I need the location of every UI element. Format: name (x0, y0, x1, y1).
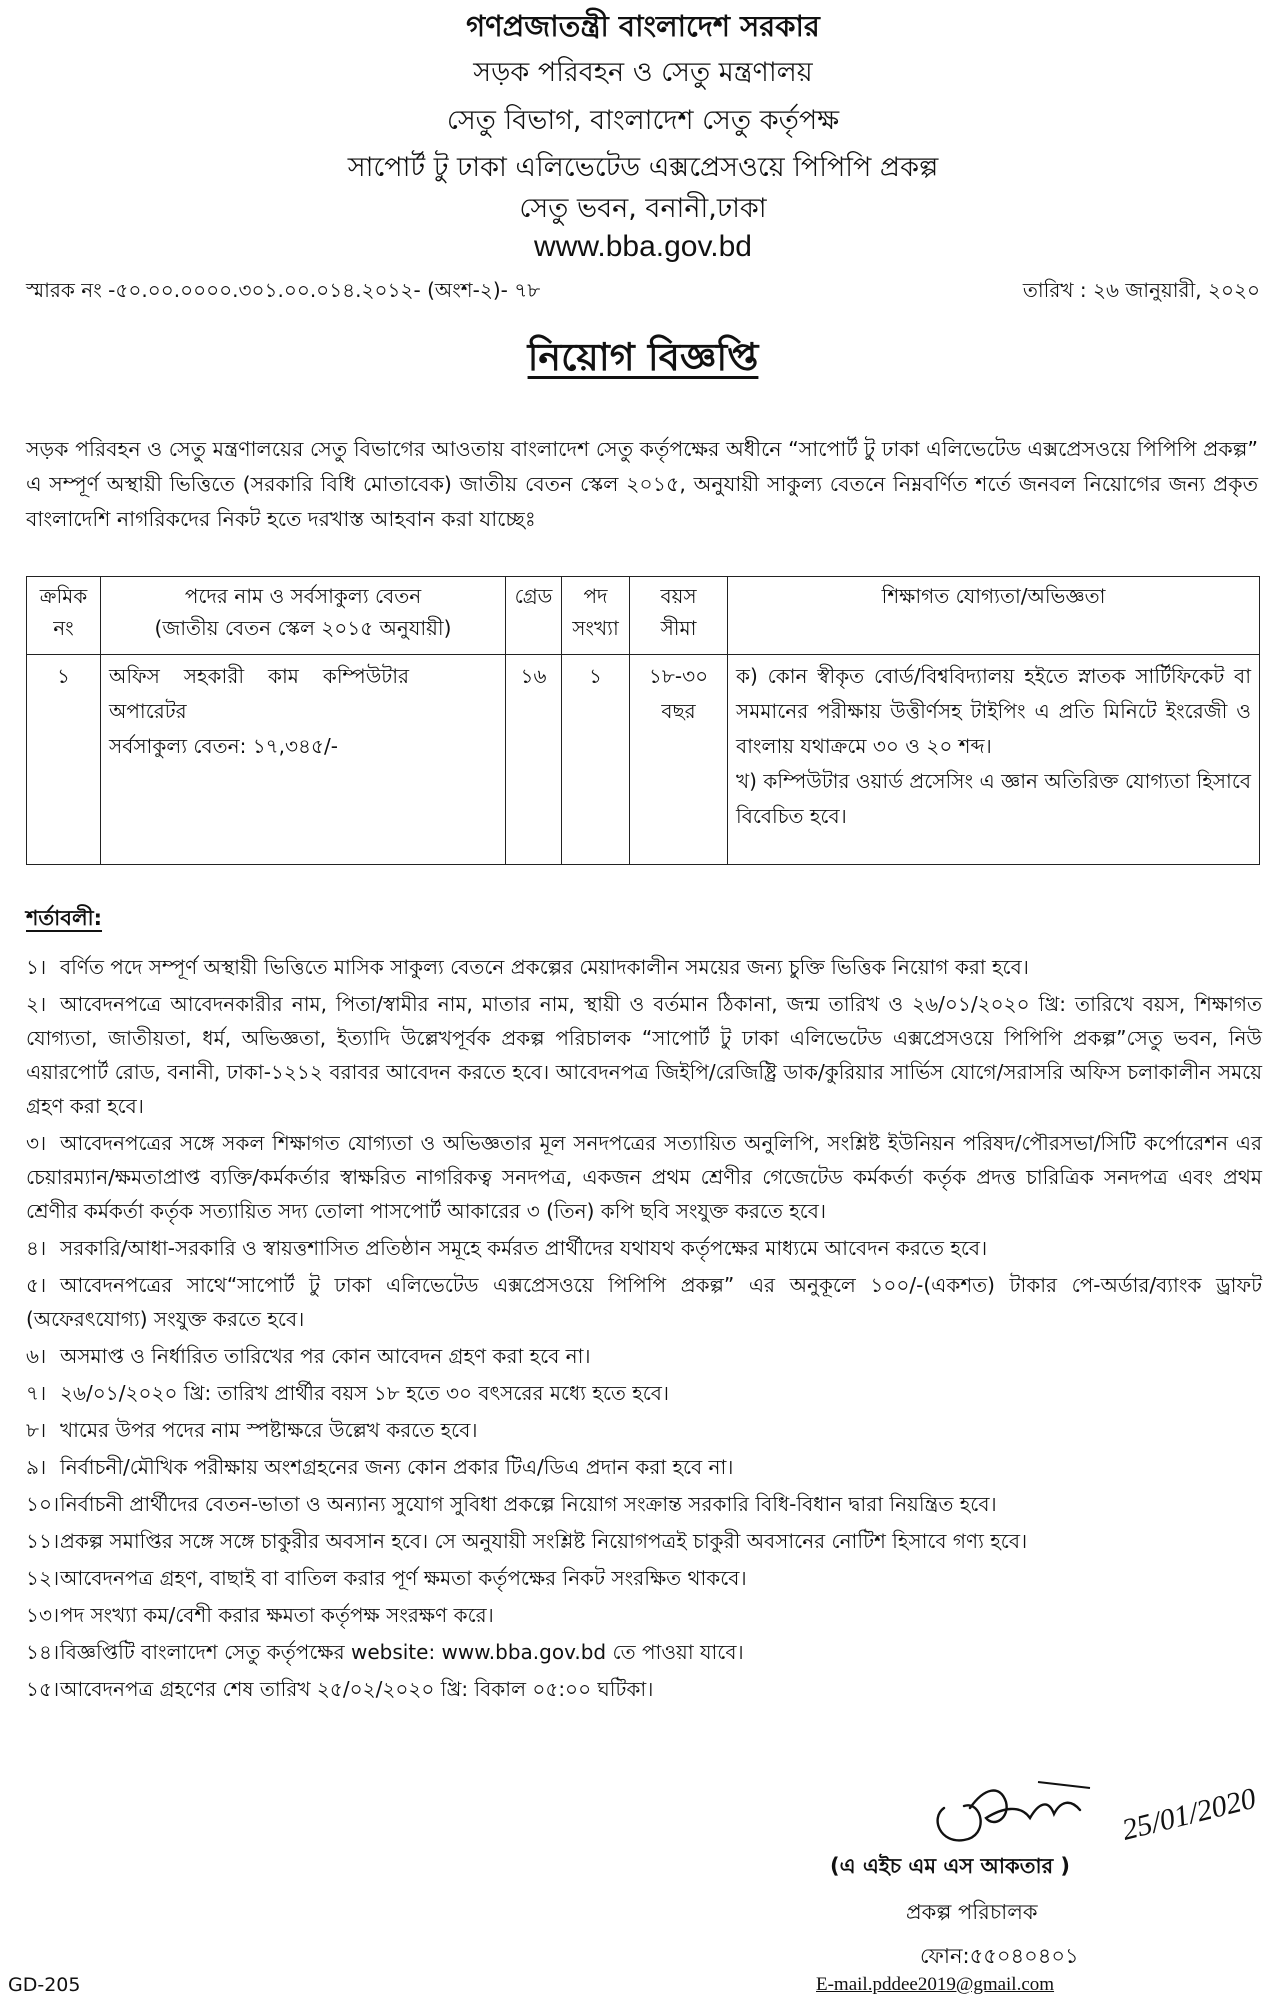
col-post-header: পদের নাম ও সর্বসাকুল্য বেতন (জাতীয় বেতন স্কেল ২০১৫ অনুযায়ী) (101, 577, 506, 655)
list-item: ৪। সরকারি/আধা-সরকারি ও স্বায়ত্তশাসিত প্রতিষ্ঠান সমূহে কর্মরত প্রার্থীদের যথাযথ কর্তৃপক্ষের মাধ্যমে আবেদন করতে হবে। (26, 1236, 988, 1260)
cell-count: ১ (562, 655, 630, 865)
col-serial-header: ক্রমিক নং (27, 577, 101, 655)
list-item: ১৩।পদ সংখ্যা কম/বেশী করার ক্ষমতা কর্তৃপক্ষ সংরক্ষণ করে। (26, 1603, 494, 1627)
memo-number: স্মারক নং -৫০.০০.০০০০.৩০১.০০.০১৪.২০১২- (অংশ-২)- ৭৮ (26, 278, 541, 302)
government-title: গণপ্রজাতন্ত্রী বাংলাদেশ সরকার (466, 9, 820, 43)
list-item: ৩। আবেদনপত্রের সঙ্গে সকল শিক্ষাগত যোগ্যতা ও অভিজ্ঞতার মূল সনদপত্রের সত্যায়িত অনুলিপি, সংশ্লিষ্ট ইউনিয়ন পরিষদ/পৌরসভা/সিটি কর্পোরেশন এর চেয়ারম্যান/ক্ষমতাপ্রাপ্ত ব্যক্তি/কর্মকর্তার স্বাক্ষরিত নাগরিকত্ব সনদপত্র, একজন প্রথম শ্রেণীর গেজেটেড কর্মকর্তা কর্তৃক প্রদত্ত চারিত্রিক সনদপত্র এবং প্রথম শ্রেণীর কর্মকর্তা কর্তৃক সত্যায়িত সদ্য তোলা পাসপোর্ট আকারের ৩ (তিন) কপি ছবি সংযুক্ত করতে হবে। (26, 1131, 1262, 1223)
list-item: ৭। ২৬/০১/২০২০ খ্রি: তারিখ প্রার্থীর বয়স ১৮ হতে ৩০ বৎসরের মধ্যে হতে হবে। (26, 1381, 670, 1405)
list-item: ১৫।আবেদনপত্র গ্রহণের শেষ তারিখ ২৫/০২/২০২০ খ্রি: বিকাল ০৫:০০ ঘটিকা। (26, 1677, 654, 1701)
page-title-text: নিয়োগ বিজ্ঞপ্তি (527, 335, 759, 379)
posts-table (26, 576, 1260, 865)
col-grade-header: গ্রেড (506, 577, 562, 655)
list-item: ৬। অসমাপ্ত ও নির্ধারিত তারিখের পর কোন আবেদন গ্রহণ করা হবে না। (26, 1344, 591, 1368)
svg-text:25/01/2020: 25/01/2020 (1118, 1781, 1260, 1847)
list-item: ৮। খামের উপর পদের নাম স্পষ্টাক্ষরে উল্লেখ করতে হবে। (26, 1418, 478, 1442)
col-qualification-header: শিক্ষাগত যোগ্যতা/অভিজ্ঞতা (728, 577, 1260, 655)
cell-qualification (728, 655, 1260, 865)
issue-date: তারিখ : ২৬ জানুয়ারী, ২০২০ (1022, 278, 1260, 302)
table-header-row (27, 577, 1260, 655)
signatory-phone: ফোন:৫৫০৪০৪০১ (920, 1944, 1079, 1968)
cell-grade: ১৬ (506, 655, 562, 865)
col-count-header: পদ সংখ্যা (562, 577, 630, 655)
col-age-header: বয়স সীমা (630, 577, 728, 655)
signatory-designation: প্রকল্প পরিচালক (906, 1900, 1038, 1924)
list-item: ২। আবেদনপত্রে আবেদনকারীর নাম, পিতা/স্বামীর নাম, মাতার নাম, স্থায়ী ও বর্তমান ঠিকানা, জন্ম তারিখ ও ২৬/০১/২০২০ খ্রি: তারিখে বয়স, শিক্ষাগত যোগ্যতা, জাতীয়তা, ধর্ম, অভিজ্ঞতা, ইত্যাদি উল্লেখপূর্বক প্রকল্প পরিচালক “সাপোর্ট টু ঢাকা এলিভেটেড এক্সপ্রেসওয়ে পিপিপি প্রকল্প”সেতু ভবন, নিউ এয়ারপোর্ট রোড, বনানী, ঢাকা-১২১২ বরাবর আবেদন করতে হবে। আবেদনপত্র জিইপি/রেজিষ্ট্রি ডাক/কুরিয়ার সার্ভিস যোগে/সরাসরি অফিস চলাকালীন সময়ে গ্রহণ করা হবে। (26, 992, 1262, 1118)
list-item: ১০।নির্বাচনী প্রার্থীদের বেতন-ভাতা ও অন্যান্য সুযোগ সুবিধা প্রকল্পে নিয়োগ সংক্রান্ত সরকারি বিধি-বিধান দ্বারা নিয়ন্ত্রিত হবে। (26, 1492, 997, 1516)
qualification-a: ক) কোন স্বীকৃত বোর্ড/বিশ্ববিদ্যালয় হইতে স্নাতক সার্টিফিকেট বা সমমানের পরীক্ষায় উত্তীর্ণসহ টাইপিং এ প্রতি মিনিটে ইংরেজী ও বাংলায় যথাক্রমে ৩০ ও ২০ শব্দ। (736, 664, 1251, 758)
document-code: GD-205 (8, 1974, 81, 1996)
page-title (0, 328, 1286, 392)
cell-post (101, 655, 506, 865)
post-salary: সর্বসাকুল্য বেতন: ১৭,৩৪৫/- (109, 734, 338, 758)
list-item: ১। বর্ণিত পদে সম্পূর্ণ অস্থায়ী ভিত্তিতে মাসিক সাকুল্য বেতনে প্রকল্পের মেয়াদকালীন সময়ের জন্য চুক্তি ভিত্তিক নিয়োগ করা হবে। (26, 955, 1029, 979)
office-address: সেতু ভবন, বনানী,ঢাকা (519, 193, 767, 224)
signatory-name: (এ এইচ এম এস আকতার ) (830, 1854, 1071, 1878)
terms-heading: শর্তাবলী: (26, 906, 103, 930)
qualification-b: খ) কম্পিউটার ওয়ার্ড প্রসেসিং এ জ্ঞান অতিরিক্ত যোগ্যতা হিসাবে বিবেচিত হবে। (736, 769, 1251, 828)
website-link[interactable]: www.bba.gov.bd (534, 230, 752, 263)
project-name: সাপোর্ট টু ঢাকা এলিভেটেড এক্সপ্রেসওয়ে পিপিপি প্রকল্প (347, 152, 939, 183)
list-item: ১৪।বিজ্ঞপ্তিটি বাংলাদেশ সেতু কর্তৃপক্ষের website: www.bba.gov.bd তে পাওয়া যাবে। (26, 1640, 744, 1664)
cell-serial: ১ (27, 655, 101, 865)
list-item: ১১।প্রকল্প সমাপ্তির সঙ্গে সঙ্গে চাকুরীর অবসান হবে। সে অনুযায়ী সংশ্লিষ্ট নিয়োগপত্রই চাকুরী অবসানের নোটিশ হিসাবে গণ্য হবে। (26, 1529, 1028, 1553)
division-name: সেতু বিভাগ, বাংলাদেশ সেতু কর্তৃপক্ষ (446, 105, 840, 136)
signature-scribble (920, 1748, 1286, 1858)
list-item: ৫। আবেদনপত্রের সাথে“সাপোর্ট টু ঢাকা এলিভেটেড এক্সপ্রেসওয়ে পিপিপি প্রকল্প” এর অনুকূলে ১০০/-(একশত) টাকার পে-অর্ডার/ব্যাংক ড্রাফট (অফেরৎযোগ্য) সংযুক্ত করতে হবে। (26, 1273, 1262, 1331)
cell-age: ১৮-৩০ বছর (630, 655, 728, 865)
list-item: ৯। নির্বাচনী/মৌখিক পরীক্ষায় অংশগ্রহনের জন্য কোন প্রকার টিএ/ডিএ প্রদান করা হবে না। (26, 1455, 734, 1479)
ministry-name: সড়ক পরিবহন ও সেতু মন্ত্রণালয় (473, 57, 813, 88)
terms-list (26, 950, 1262, 1709)
list-item: ১২।আবেদনপত্র গ্রহণ, বাছাই বা বাতিল করার পূর্ণ ক্ষমতা কর্তৃপক্ষের নিকট সংরক্ষিত থাকবে। (26, 1566, 747, 1590)
post-name: অফিস সহকারী কাম কম্পিউটার অপারেটর (109, 664, 409, 723)
signatory-email[interactable]: E-mail.pddee2019@gmail.com (816, 1974, 1055, 1995)
intro-paragraph: সড়ক পরিবহন ও সেতু মন্ত্রণালয়ের সেতু বিভাগের আওতায় বাংলাদেশ সেতু কর্তৃপক্ষের অধীনে “সাপোর্ট টু ঢাকা এলিভেটেড এক্সপ্রেসওয়ে পিপিপি প্রকল্প” এ সম্পূর্ণ অস্থায়ী ভিত্তিতে (সরকারি বিধি মোতাবেক) জাতীয় বেতন স্কেল ২০১৫, অনুযায়ী সাকুল্য বেতনে নিম্নবর্ণিত শর্তে জনবল নিয়োগের জন্য প্রকৃত বাংলাদেশি নাগরিকদের নিকট হতে দরখাস্ত আহবান করা যাচ্ছেঃ (26, 437, 1258, 531)
table-row (27, 655, 1260, 865)
